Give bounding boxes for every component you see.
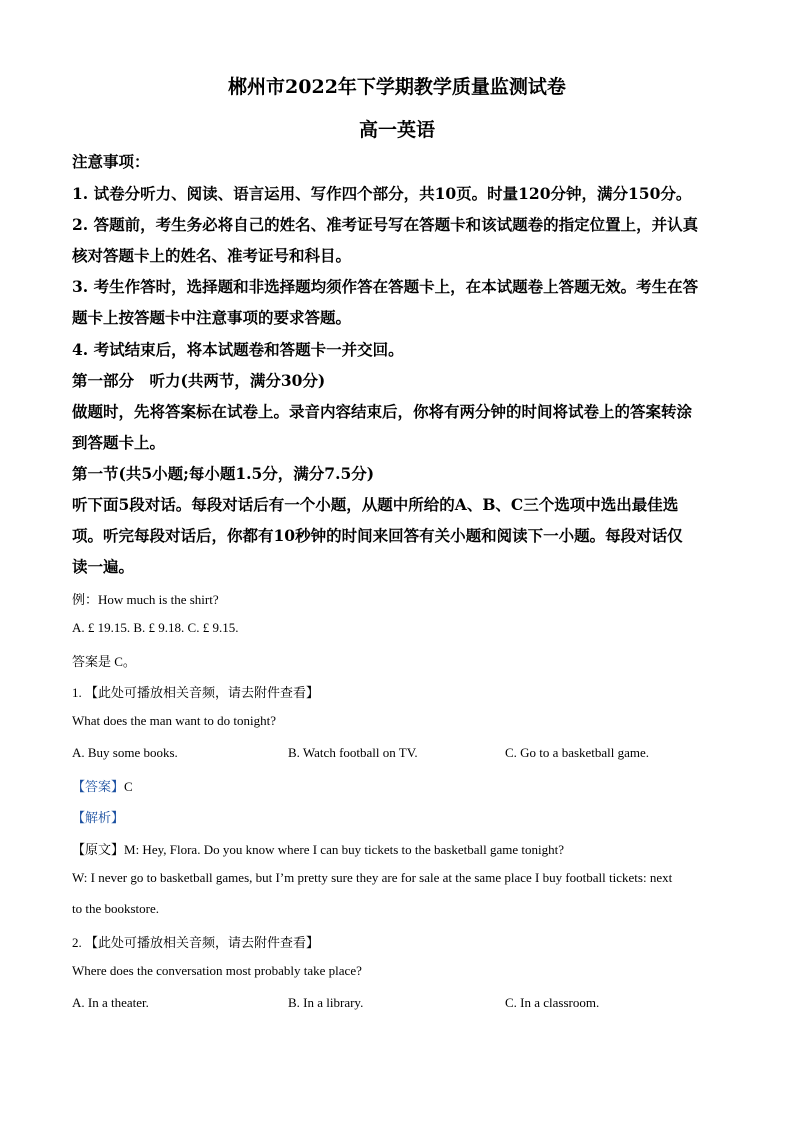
- transcript-tag: 【原文】: [72, 842, 125, 857]
- example-options: A. £ 19.15. B. £ 9.18. C. £ 9.15.: [72, 620, 239, 635]
- section1-instruction-b: 项。听完每段对话后，你都有10秒钟的时间来回答有关小题和阅读下一小题。每段对话仅: [72, 526, 683, 545]
- exam-title: 郴州市2022年下学期教学质量监测试卷: [228, 76, 566, 98]
- notice-item-4: 4. 考试结束后，将本试题卷和答题卡一并交回。: [72, 340, 404, 359]
- notice-item-1: 1. 试卷分听力、阅读、语言运用、写作四个部分，共10页。时量120分钟，满分150分。: [72, 184, 692, 203]
- q1-audio-label[interactable]: 1. 【此处可播放相关音频，请去附件查看】: [72, 685, 320, 700]
- q2-audio-label[interactable]: 2. 【此处可播放相关音频，请去附件查看】: [72, 935, 320, 950]
- part1-instruction-a: 做题时，先将答案标在试卷上。录音内容结束后，你将有两分钟的时间将试卷上的答案转涂: [72, 402, 693, 421]
- q1-question: What does the man want to do tonight?: [72, 713, 276, 728]
- q1-option-b: B. Watch football on TV.: [288, 745, 418, 760]
- q2-option-a: A. In a theater.: [72, 995, 149, 1010]
- q2-option-b: B. In a library.: [288, 995, 364, 1010]
- q1-transcript-m: [72, 839, 564, 858]
- q1-option-a: A. Buy some books.: [72, 745, 178, 760]
- q1-analysis-tag: 【解析】: [72, 810, 125, 825]
- section1-instruction-a: 听下面5段对话。每段对话后有一个小题，从题中所给的A、B、C三个选项中选出最佳选: [72, 495, 679, 514]
- example-question: 例：How much is the shirt?: [72, 592, 219, 607]
- answer-value: C: [124, 779, 133, 794]
- q1-option-c: C. Go to a basketball game.: [505, 745, 650, 760]
- example-answer: 答案是 C。: [72, 654, 136, 669]
- q1-transcript-w-a: W: I never go to basketball games, but I’m pretty sure they are for sale at the same place I buy football tickets: next: [72, 870, 673, 885]
- notice-item-3a: 3. 考生作答时，选择题和非选择题均须作答在答题卡上，在本试题卷上答题无效。考生在答: [72, 277, 699, 296]
- notice-item-2b: 核对答题卡上的姓名、准考证号和科目。: [72, 246, 352, 265]
- notice-item-3b: 题卡上按答题卡中注意事项的要求答题。: [72, 308, 352, 327]
- q1-answer: [72, 776, 133, 795]
- exam-subject: 高一英语: [358, 119, 435, 141]
- transcript-m-text: M: Hey, Flora. Do you know where I can buy tickets to the basketball game tonight?: [124, 842, 564, 857]
- q2-option-c: C. In a classroom.: [505, 995, 600, 1010]
- q1-transcript-w-b: to the bookstore.: [72, 901, 160, 916]
- notice-heading: 注意事项：: [72, 152, 150, 171]
- part1-heading: 第一部分 听力(共两节，满分30分): [72, 371, 326, 390]
- section1-instruction-c: 读一遍。: [72, 557, 135, 576]
- section1-heading: 第一节(共5小题;每小题1.5分，满分7.5分): [72, 464, 375, 483]
- part1-instruction-b: 到答题卡上。: [72, 433, 166, 452]
- answer-tag: 【答案】: [72, 779, 125, 794]
- q2-question: Where does the conversation most probably take place?: [72, 963, 362, 978]
- notice-item-2a: 2. 答题前，考生务必将自己的姓名、准考证号写在答题卡和该试题卷的指定位置上，并认真: [72, 215, 699, 234]
